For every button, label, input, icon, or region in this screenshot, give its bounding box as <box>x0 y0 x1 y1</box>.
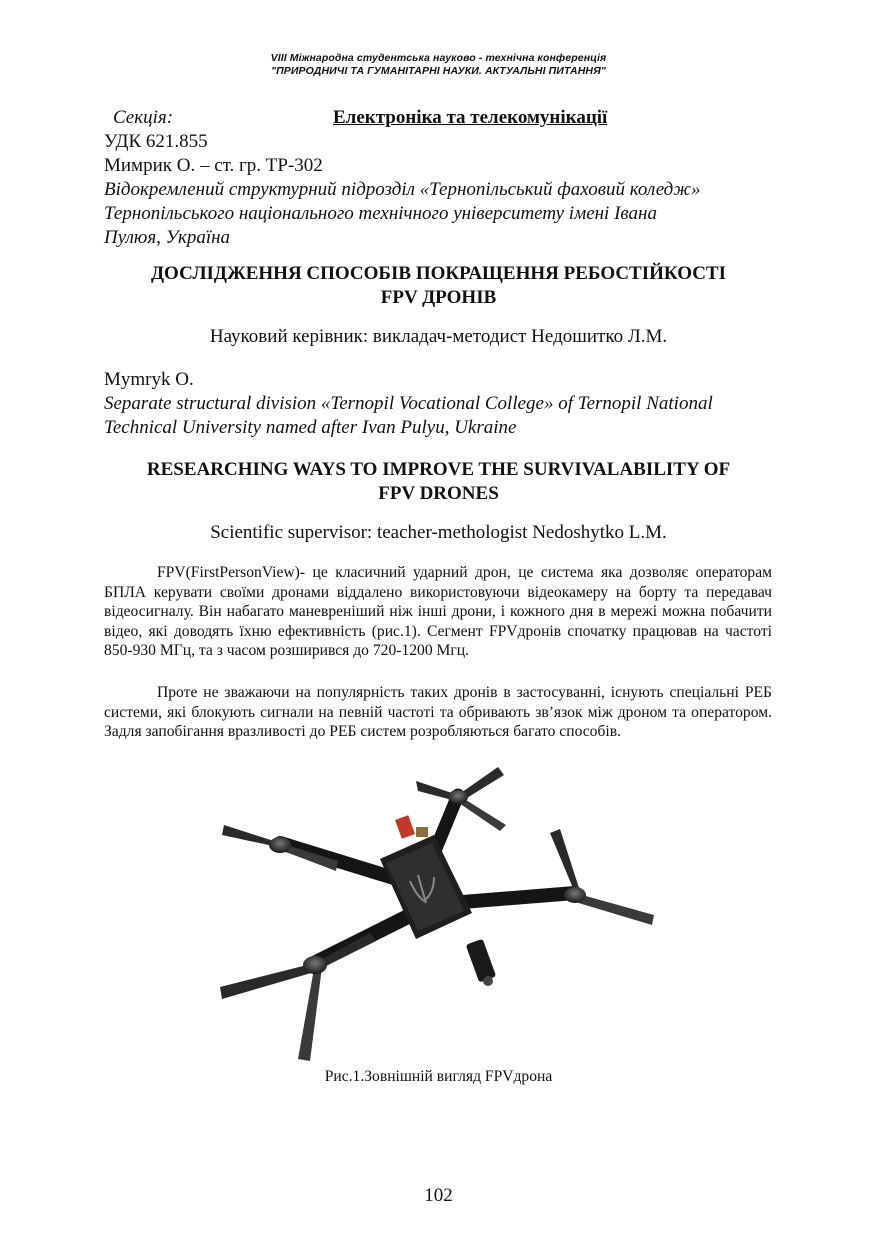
section-row <box>104 107 664 131</box>
title-line: RESEARCHING WAYS TO IMPROVE THE SURVIVALABILITY OF <box>146 459 731 480</box>
title-line: ДОСЛІДЖЕННЯ СПОСОБІВ ПОКРАЩЕННЯ РЕБОСТІЙКОСТІ <box>150 263 727 284</box>
section-name: Електроніка та телекомунікації <box>333 107 608 128</box>
supervisor-ua: Науковий керівник: викладач-методист Недошитко Л.М. <box>209 326 668 347</box>
author-ua: Мимрик О. – ст. гр. ТР-302 <box>104 155 323 176</box>
section-label: Секція: <box>113 107 174 128</box>
paper-title-en <box>80 458 797 506</box>
affiliation-line: Separate structural division «Ternopil Vocational College» of Ternopil National <box>104 393 713 414</box>
affiliation-line: Technical University named after Ivan Pulyu, Ukraine <box>104 417 517 438</box>
paragraph-text: FPV(FirstPersonView)- це класичний ударний дрон, це система яка дозволяє операторам БПЛА керувати своїми дронами віддалено використовуючи відеокамеру на борту та передавач відеосигналу. Він набагато маневреніший ніж інші дрони, і кожного дня в мережі можна побачити відео, які доводять їхню ефективність (рис.1). Сегмент FPVдронів спочатку працював на частоті 850-930 МГц, та з часом розширився до 720-1200 Мгц. <box>104 564 772 659</box>
udc-code: УДК 621.855 <box>104 131 208 152</box>
affiliation-en <box>104 392 784 440</box>
affiliation-line: Пулюя, Україна <box>104 227 231 248</box>
conference-header <box>0 52 877 78</box>
figure-caption: Рис.1.Зовнішній вигляд FPVдрона <box>324 1068 553 1085</box>
title-line: FPV ДРОНІВ <box>380 287 497 308</box>
drone-figure <box>220 763 658 1065</box>
paper-title-ua <box>80 262 797 310</box>
title-line: FPV DRONES <box>378 483 499 504</box>
paragraph-text: Проте не зважаючи на популярність таких дронів в застосуванні, існують спеціальні РЕБ системи, які блокують сигнали на певній частоті та обривають зв’язок між дроном та оператором. Задля запобігання вразливості до РЕБ систем розробляються багато способів. <box>104 684 772 740</box>
supervisor-en: Scientific supervisor: teacher-methologist Nedoshytko L.M. <box>210 522 667 543</box>
affiliation-ua <box>104 178 784 250</box>
author-en: Mymryk O. <box>104 369 194 390</box>
conference-subtitle-line: "ПРИРОДНИЧІ ТА ГУМАНІТАРНІ НАУКИ. АКТУАЛЬНІ ПИТАННЯ" <box>271 65 606 77</box>
fpv-drone-photo-icon <box>220 763 658 1065</box>
affiliation-line: Відокремлений структурний підрозділ «Тернопільський фаховий коледж» <box>104 179 701 200</box>
affiliation-line: Тернопільського національного технічного університету імені Івана <box>104 203 657 224</box>
page-number: 102 <box>424 1185 453 1206</box>
body-paragraph-2 <box>104 683 772 742</box>
body-paragraph-1 <box>104 563 772 661</box>
conference-title-line: VIII Міжнародна студентська науково - технічна конференція <box>270 52 607 64</box>
